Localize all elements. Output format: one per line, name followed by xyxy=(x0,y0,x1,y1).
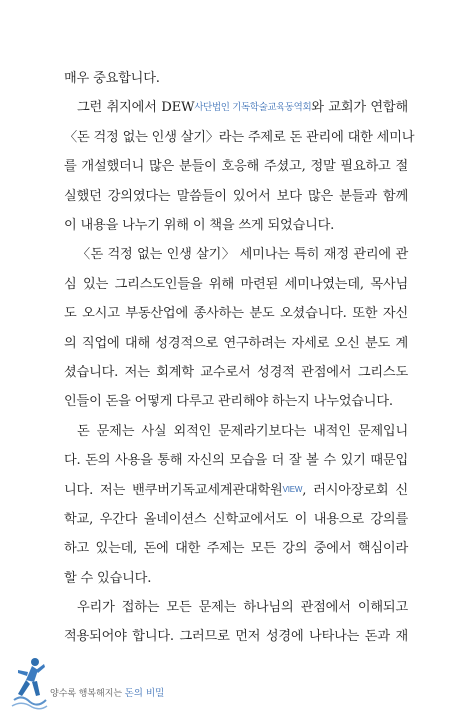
text-line: 우리가 접하는 모든 문제는 하나님의 관점에서 이해되고 xyxy=(77,600,408,616)
text-span: 니다. 저는 밴쿠버기독교세계관대학원 xyxy=(64,483,283,499)
text-span: , 러시아장로회 신 xyxy=(302,483,408,499)
figure-illustration-icon xyxy=(10,650,48,710)
text-line: 도 오시고 부동산업에 종사하는 분도 오셨습니다. 또한 자신 xyxy=(64,306,408,322)
text-line: 돈 문제는 사실 외적인 문제라기보다는 내적인 문제입니 xyxy=(77,423,408,439)
footer-subtitle: 행복해지는 xyxy=(78,688,123,698)
text-line: 〈돈 걱정 없는 인생 살기〉 세미나는 특히 재정 관리에 관 xyxy=(77,247,408,263)
text-line: 적용되어야 합니다. 그러므로 먼저 성경에 나타나는 돈과 재 xyxy=(64,629,408,645)
text-line: 이 내용을 나누기 위해 이 책을 쓰게 되었습니다. xyxy=(64,217,335,233)
body-text xyxy=(64,64,415,652)
view-abbreviation: VIEW xyxy=(282,485,303,495)
text-line: 〈돈 걱정 없는 인생 살기〉라는 주제로 돈 관리에 대한 세미나 xyxy=(64,129,415,145)
text-line: 인들이 돈을 어떻게 다루고 관리해야 하는지 나누었습니다. xyxy=(64,394,393,410)
text-line: 의 직업에 대해 성경적으로 연구하려는 자세로 오신 분도 계 xyxy=(64,335,408,351)
text-line: 를 개설했더니 많은 분들이 호응해 주셨고, 정말 필요하고 절 xyxy=(64,159,408,175)
text-line: 심 있는 그리스도인들을 위해 마련된 세미나였는데, 목사님 xyxy=(64,276,408,292)
text-line: 하고 있는데, 돈에 대한 주제는 모든 강의 중에서 핵심이라 xyxy=(64,541,408,557)
footer-author: 양수록 xyxy=(50,688,77,698)
text-line xyxy=(64,475,408,504)
text-line: 매우 중요합니다. xyxy=(64,71,160,86)
text-line xyxy=(64,93,408,122)
text-line: 할 수 있습니다. xyxy=(64,570,152,586)
text-line: 학교, 우간다 올네이션스 신학교에서도 이 내용으로 강의를 xyxy=(64,511,408,527)
footer-book-title: 돈의 비밀 xyxy=(124,688,165,699)
dew-org-name: 사단법인 기독학술교육동역회 xyxy=(194,102,312,114)
running-footer xyxy=(50,685,164,699)
text-line: 다. 돈의 사용을 통해 자신의 모습을 더 잘 볼 수 있기 때문입 xyxy=(64,453,408,469)
text-span: 그런 취지에서 DEW xyxy=(77,100,195,116)
text-line: 실했던 강의였다는 말씀들이 있어서 보다 많은 분들과 함께 xyxy=(64,188,408,204)
page-footer xyxy=(10,650,270,710)
text-span: 와 교회가 연합해 xyxy=(311,100,409,116)
text-line: 셨습니다. 저는 회계학 교수로서 성경적 관점에서 그리스도 xyxy=(64,364,408,380)
